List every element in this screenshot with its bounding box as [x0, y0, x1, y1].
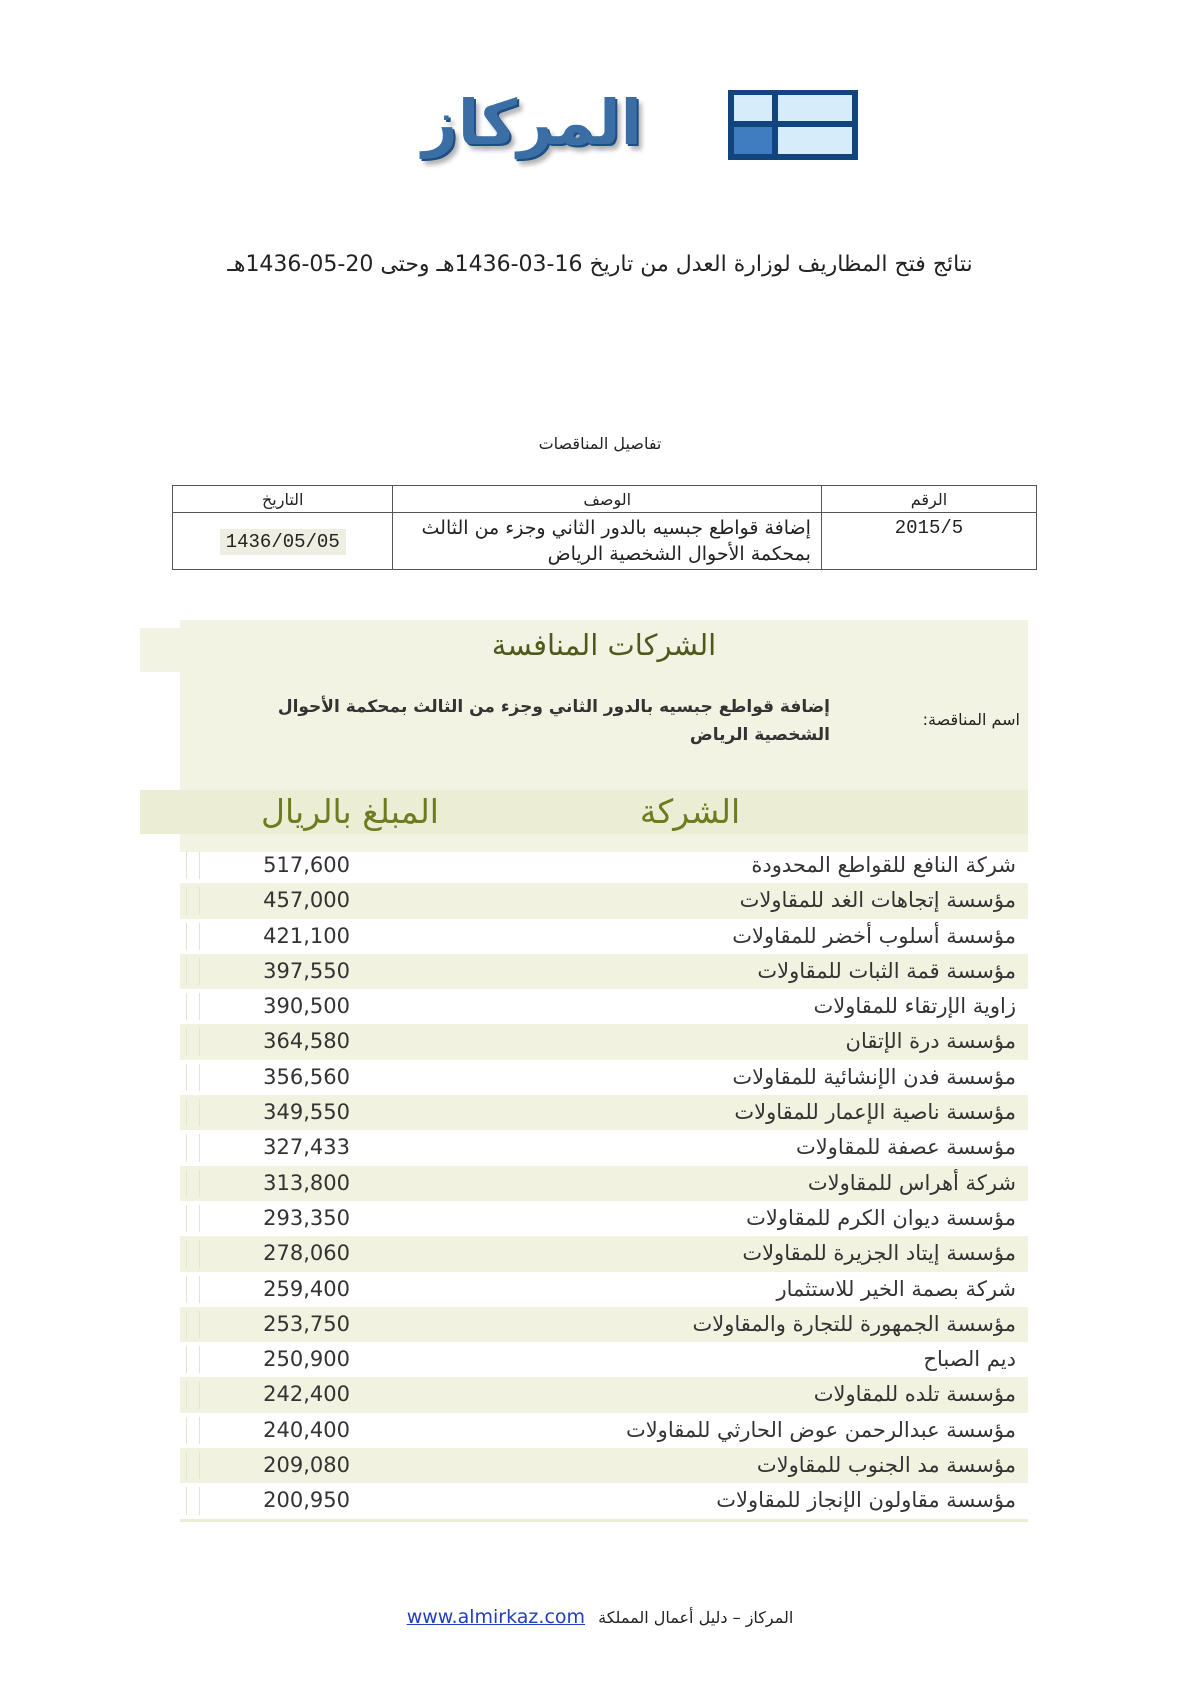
bid-amount: 397,550 — [263, 958, 350, 983]
bid-row — [180, 1236, 1028, 1271]
list-bottom-border — [180, 1519, 1028, 1522]
bid-amount: 313,800 — [263, 1170, 350, 1195]
bid-company: مؤسسة قمة الثبات للمقاولات — [757, 958, 1016, 983]
bids-list — [180, 848, 1028, 1519]
tender-description: إضافة قواطع جبسيه بالدور الثاني وجزء من الثالث بمحكمة الأحوال الشخصية الرياض — [393, 513, 821, 570]
bid-amount: 253,750 — [263, 1311, 350, 1336]
bid-company: مؤسسة أسلوب أخضر للمقاولات — [732, 923, 1016, 948]
column-header-amount: المبلغ بالريال — [261, 792, 439, 831]
panel-decoration — [140, 790, 180, 834]
bid-row — [180, 883, 1028, 918]
bid-company: مؤسسة إتجاهات الغد للمقاولات — [739, 888, 1016, 913]
bid-row — [180, 1377, 1028, 1412]
column-header-company: الشركة — [639, 792, 741, 831]
bid-company: مؤسسة تلده للمقاولات — [813, 1382, 1016, 1407]
bid-row — [180, 919, 1028, 954]
bid-amount: 200,950 — [263, 1488, 350, 1513]
footer-website-link[interactable]: www.almirkaz.com — [406, 1606, 586, 1628]
header-number: الرقم — [821, 486, 1036, 513]
bid-row — [180, 954, 1028, 989]
bid-row — [180, 1166, 1028, 1201]
bid-amount: 421,100 — [263, 923, 350, 948]
bid-amount: 457,000 — [263, 888, 350, 913]
bid-row — [180, 1201, 1028, 1236]
logo-wordmark: المركاز — [422, 86, 642, 159]
competitors-title: الشركات المنافسة — [491, 628, 717, 662]
document-title: نتائج فتح المظاريف لوزارة العدل من تاريخ 16-03-1436هـ وحتى 20-05-1436هـ — [227, 252, 973, 277]
bid-row — [180, 848, 1028, 883]
bid-amount: 356,560 — [263, 1064, 350, 1089]
bid-row — [180, 1448, 1028, 1483]
tender-name-value: إضافة قواطع جبسيه بالدور الثاني وجزء من الثالث بمحكمة الأحوال الشخصية الرياض — [277, 697, 830, 745]
bid-amount: 259,400 — [263, 1276, 350, 1301]
bid-row — [180, 1272, 1028, 1307]
bid-company: ديم الصباح — [923, 1347, 1016, 1372]
bid-row — [180, 989, 1028, 1024]
bid-company: مؤسسة مد الجنوب للمقاولات — [756, 1453, 1016, 1478]
bid-amount: 209,080 — [263, 1453, 350, 1478]
bid-company: شركة أهراس للمقاولات — [807, 1170, 1016, 1195]
bid-company: مؤسسة إيتاد الجزيرة للمقاولات — [742, 1241, 1016, 1266]
bid-row — [180, 1024, 1028, 1059]
bid-row — [180, 1095, 1028, 1130]
bid-company: مؤسسة مقاولون الإنجاز للمقاولات — [716, 1488, 1016, 1513]
bid-company: مؤسسة فدن الإنشائية للمقاولات — [732, 1064, 1016, 1089]
bid-amount: 349,550 — [263, 1100, 350, 1125]
bid-company: زاوية الإرتقاء للمقاولات — [813, 994, 1016, 1019]
bid-company: مؤسسة عصفة للمقاولات — [795, 1135, 1016, 1160]
bid-amount: 517,600 — [263, 853, 350, 877]
bid-company: مؤسسة عبدالرحمن عوض الحارثي للمقاولات — [625, 1417, 1016, 1442]
table-row — [173, 513, 1037, 570]
bid-amount: 327,433 — [263, 1135, 350, 1160]
logo — [372, 78, 864, 168]
tender-date-cell — [173, 513, 393, 570]
bid-row — [180, 1342, 1028, 1377]
bid-company: مؤسسة ديوان الكرم للمقاولات — [746, 1205, 1016, 1230]
bid-amount: 240,400 — [263, 1417, 350, 1442]
bid-company: مؤسسة درة الإتقان — [845, 1029, 1016, 1054]
tender-date: 1436/05/05 — [220, 529, 346, 555]
bid-amount: 242,400 — [263, 1382, 350, 1407]
tender-name-label: اسم المناقصة: — [922, 710, 1020, 729]
bid-company: شركة النافع للقواطع المحدودة — [751, 853, 1016, 877]
bid-amount: 293,350 — [263, 1205, 350, 1230]
bid-company: مؤسسة ناصية الإعمار للمقاولات — [734, 1100, 1016, 1125]
bid-amount: 278,060 — [263, 1241, 350, 1266]
table-header-row — [173, 486, 1037, 513]
bid-company: شركة بصمة الخير للاستثمار — [776, 1276, 1016, 1301]
bid-row — [180, 1060, 1028, 1095]
four-pane-window-logo-icon — [724, 86, 864, 162]
footer-text: المركاز – دليل أعمال المملكة — [598, 1608, 794, 1627]
header-date: التاريخ — [173, 486, 393, 513]
bid-row — [180, 1413, 1028, 1448]
bid-amount: 390,500 — [263, 994, 350, 1019]
bid-company: مؤسسة الجمهورة للتجارة والمقاولات — [692, 1311, 1016, 1336]
panel-decoration — [140, 628, 180, 672]
footer — [200, 1606, 1000, 1628]
section-title: تفاصيل المناقصات — [538, 434, 662, 453]
bid-amount: 250,900 — [263, 1347, 350, 1372]
tender-number: 2015/5 — [821, 513, 1036, 570]
bid-row — [180, 1483, 1028, 1518]
bid-amount: 364,580 — [263, 1029, 350, 1054]
bid-row — [180, 1307, 1028, 1342]
bid-row — [180, 1130, 1028, 1165]
tender-details-table — [172, 485, 1037, 570]
header-description: الوصف — [393, 486, 821, 513]
